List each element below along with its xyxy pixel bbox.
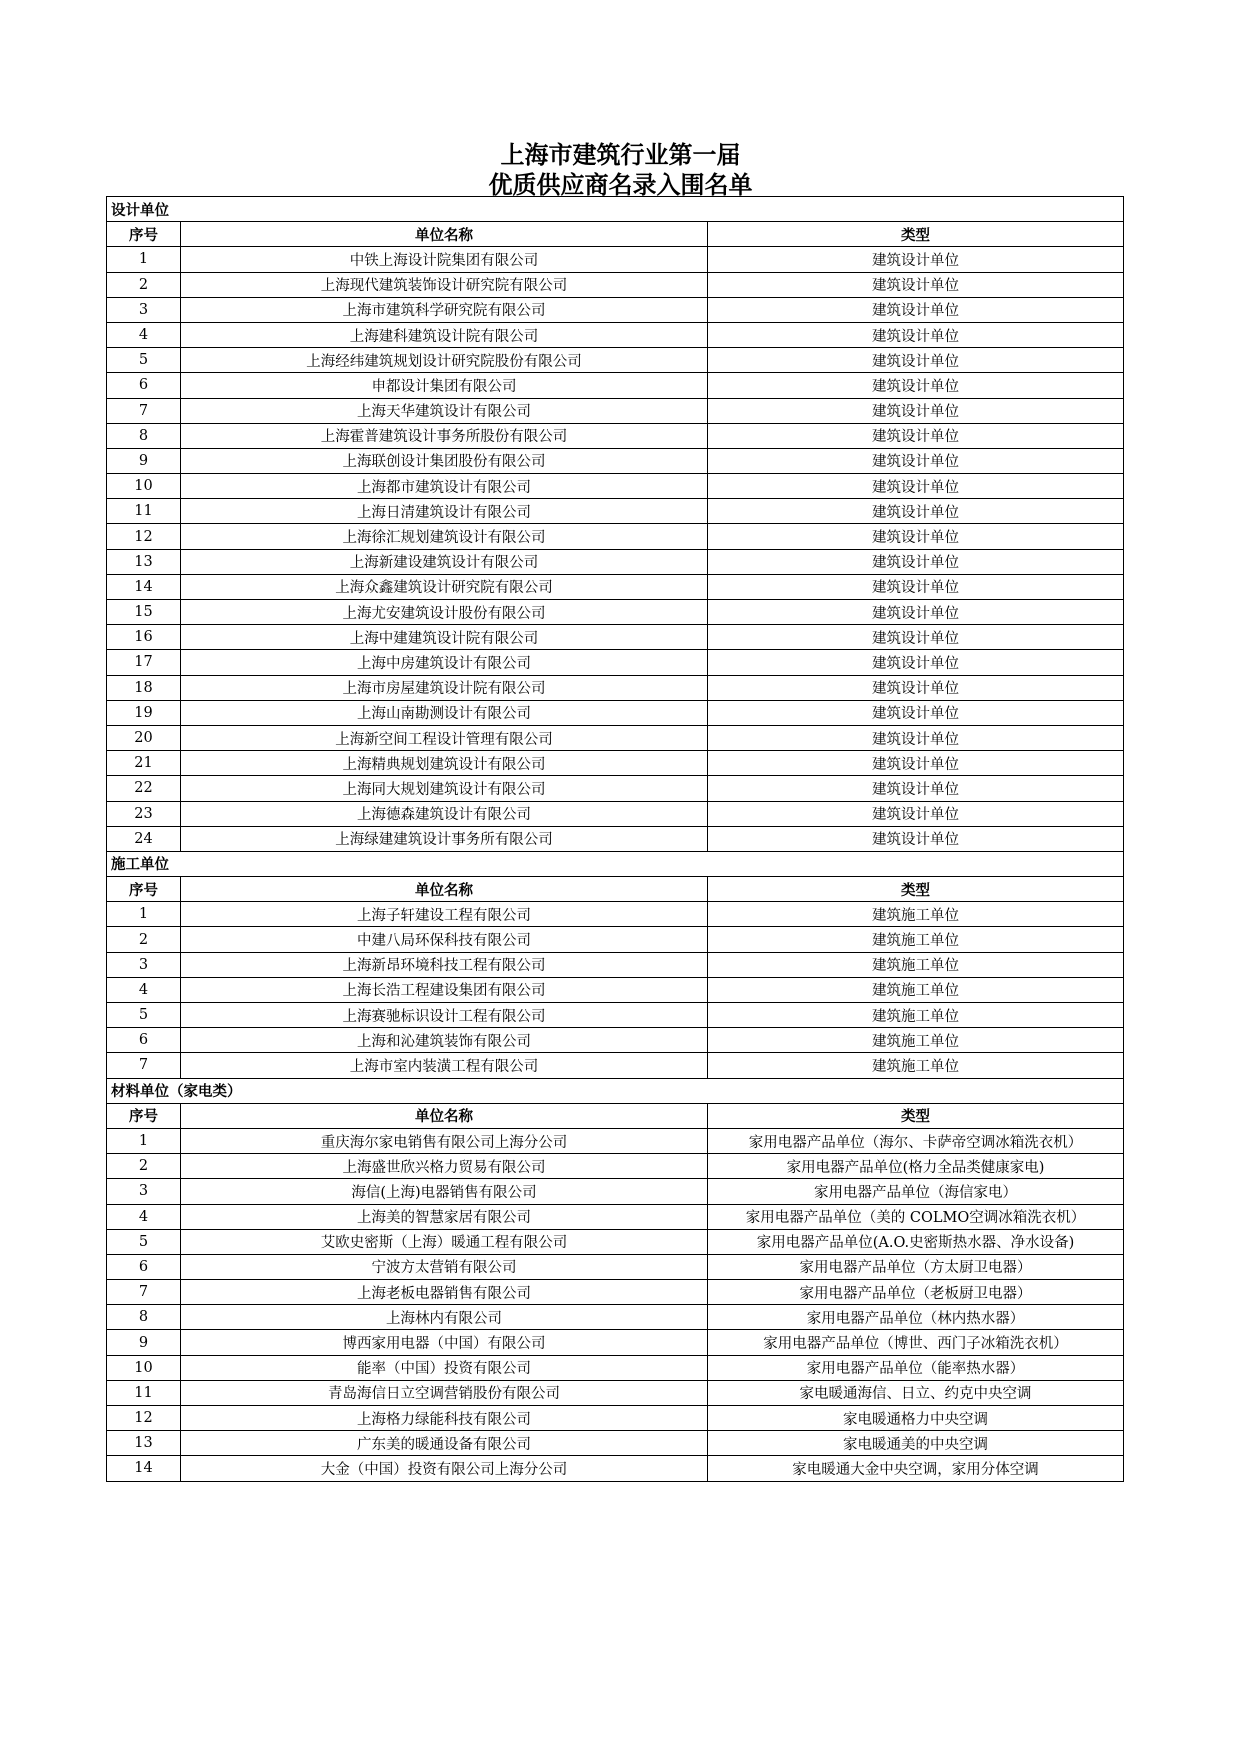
cell-type: 建筑设计单位 [708,675,1124,700]
cell-type: 建筑设计单位 [708,448,1124,473]
cell-no: 7 [107,398,181,423]
cell-type: 建筑设计单位 [708,398,1124,423]
cell-name: 上海绿建建筑设计事务所有限公司 [181,826,708,851]
cell-type: 建筑设计单位 [708,373,1124,398]
table-row [107,1128,1124,1153]
cell-type: 建筑设计单位 [708,826,1124,851]
cell-name: 中建八局环保科技有限公司 [181,927,708,952]
cell-no: 8 [107,1305,181,1330]
cell-type: 家电暖通美的中央空调 [708,1431,1124,1456]
cell-name: 上海市房屋建筑设计院有限公司 [181,675,708,700]
cell-name: 上海德森建筑设计有限公司 [181,801,708,826]
cell-no: 12 [107,1406,181,1431]
cell-type: 建筑设计单位 [708,574,1124,599]
cell-type: 建筑施工单位 [708,1028,1124,1053]
cell-name: 上海日清建筑设计有限公司 [181,499,708,524]
table-row [107,625,1124,650]
table-row [107,1053,1124,1078]
section-header [107,197,1124,222]
cell-type: 家用电器产品单位（方太厨卫电器） [708,1254,1124,1279]
table-row [107,524,1124,549]
column-header-row [107,222,1124,247]
cell-name: 上海霍普建筑设计事务所股份有限公司 [181,423,708,448]
table-row [107,1154,1124,1179]
cell-name: 上海山南勘测设计有限公司 [181,700,708,725]
header-no: 序号 [107,877,181,902]
cell-name: 宁波方太营销有限公司 [181,1254,708,1279]
section-header [107,1078,1124,1103]
table-row [107,247,1124,272]
cell-type: 建筑施工单位 [708,1003,1124,1028]
cell-type: 家用电器产品单位（林内热水器） [708,1305,1124,1330]
cell-type: 建筑设计单位 [708,499,1124,524]
cell-type: 家电暖通格力中央空调 [708,1406,1124,1431]
table-row [107,902,1124,927]
cell-type: 家用电器产品单位（老板厨卫电器） [708,1280,1124,1305]
cell-type: 家用电器产品单位（能率热水器） [708,1355,1124,1380]
table-row [107,776,1124,801]
cell-no: 1 [107,1128,181,1153]
cell-type: 建筑设计单位 [708,801,1124,826]
cell-name: 上海盛世欣兴格力贸易有限公司 [181,1154,708,1179]
cell-type: 建筑施工单位 [708,1053,1124,1078]
cell-no: 11 [107,1380,181,1405]
cell-no: 1 [107,902,181,927]
column-header-row [107,1103,1124,1128]
cell-name: 上海经纬建筑规划设计研究院股份有限公司 [181,348,708,373]
cell-type: 建筑设计单位 [708,751,1124,776]
cell-name: 中铁上海设计院集团有限公司 [181,247,708,272]
cell-type: 建筑设计单位 [708,650,1124,675]
cell-no: 5 [107,348,181,373]
header-type: 类型 [708,1103,1124,1128]
header-no: 序号 [107,1103,181,1128]
table-row [107,1456,1124,1481]
table-row [107,398,1124,423]
cell-name: 上海新空间工程设计管理有限公司 [181,725,708,750]
table-row [107,927,1124,952]
cell-name: 青岛海信日立空调营销股份有限公司 [181,1380,708,1405]
cell-no: 2 [107,272,181,297]
cell-name: 上海和沁建筑装饰有限公司 [181,1028,708,1053]
cell-name: 上海长浩工程建设集团有限公司 [181,977,708,1002]
cell-type: 家电暖通大金中央空调，家用分体空调 [708,1456,1124,1481]
table-row [107,1254,1124,1279]
cell-type: 建筑设计单位 [708,423,1124,448]
cell-no: 14 [107,1456,181,1481]
cell-type: 建筑设计单位 [708,247,1124,272]
cell-no: 6 [107,1254,181,1279]
table-row [107,297,1124,322]
table-row [107,1380,1124,1405]
table-row [107,600,1124,625]
cell-name: 大金（中国）投资有限公司上海分公司 [181,1456,708,1481]
cell-no: 18 [107,675,181,700]
cell-type: 建筑设计单位 [708,625,1124,650]
cell-no: 9 [107,1330,181,1355]
cell-type: 家用电器产品单位（海信家电） [708,1179,1124,1204]
table-row [107,322,1124,347]
cell-type: 建筑设计单位 [708,297,1124,322]
header-no: 序号 [107,222,181,247]
cell-type: 家用电器产品单位（博世、西门子冰箱洗衣机） [708,1330,1124,1355]
cell-no: 4 [107,977,181,1002]
table-row [107,1204,1124,1229]
cell-no: 7 [107,1053,181,1078]
cell-type: 建筑施工单位 [708,977,1124,1002]
section-title: 施工单位 [107,851,1124,876]
cell-type: 建筑设计单位 [708,549,1124,574]
cell-name: 申都设计集团有限公司 [181,373,708,398]
cell-name: 上海中建建筑设计院有限公司 [181,625,708,650]
cell-no: 13 [107,1431,181,1456]
cell-name: 上海徐汇规划建筑设计有限公司 [181,524,708,549]
table-row [107,977,1124,1002]
cell-no: 1 [107,247,181,272]
cell-no: 12 [107,524,181,549]
cell-no: 10 [107,1355,181,1380]
cell-type: 建筑设计单位 [708,474,1124,499]
cell-type: 建筑设计单位 [708,272,1124,297]
header-name: 单位名称 [181,222,708,247]
cell-name: 上海赛驰标识设计工程有限公司 [181,1003,708,1028]
cell-name: 上海美的智慧家居有限公司 [181,1204,708,1229]
section-title: 材料单位（家电类） [107,1078,1124,1103]
cell-name: 上海林内有限公司 [181,1305,708,1330]
cell-name: 艾欧史密斯（上海）暖通工程有限公司 [181,1229,708,1254]
cell-type: 建筑设计单位 [708,600,1124,625]
cell-name: 上海新昂环境科技工程有限公司 [181,952,708,977]
cell-name: 上海都市建筑设计有限公司 [181,474,708,499]
cell-name: 上海尤安建筑设计股份有限公司 [181,600,708,625]
table-row [107,373,1124,398]
cell-no: 9 [107,448,181,473]
table-row [107,549,1124,574]
cell-type: 建筑设计单位 [708,725,1124,750]
header-name: 单位名称 [181,1103,708,1128]
table-row [107,1406,1124,1431]
cell-no: 11 [107,499,181,524]
cell-no: 15 [107,600,181,625]
cell-type: 建筑设计单位 [708,322,1124,347]
cell-no: 21 [107,751,181,776]
document-title [0,140,1241,200]
cell-no: 4 [107,1204,181,1229]
cell-no: 24 [107,826,181,851]
cell-name: 上海老板电器销售有限公司 [181,1280,708,1305]
cell-no: 19 [107,700,181,725]
cell-no: 2 [107,1154,181,1179]
cell-no: 3 [107,297,181,322]
cell-no: 5 [107,1003,181,1028]
cell-name: 广东美的暖通设备有限公司 [181,1431,708,1456]
cell-name: 上海建科建筑设计院有限公司 [181,322,708,347]
cell-name: 上海市室内装潢工程有限公司 [181,1053,708,1078]
cell-no: 2 [107,927,181,952]
section-header [107,851,1124,876]
cell-name: 上海中房建筑设计有限公司 [181,650,708,675]
table-row [107,1179,1124,1204]
cell-name: 上海众鑫建筑设计研究院有限公司 [181,574,708,599]
cell-no: 22 [107,776,181,801]
header-type: 类型 [708,222,1124,247]
cell-type: 建筑施工单位 [708,927,1124,952]
table-row [107,826,1124,851]
cell-type: 家用电器产品单位（美的 COLMO空调冰箱洗衣机） [708,1204,1124,1229]
cell-type: 建筑设计单位 [708,776,1124,801]
cell-type: 家电暖通海信、日立、约克中央空调 [708,1380,1124,1405]
header-type: 类型 [708,877,1124,902]
cell-type: 建筑设计单位 [708,700,1124,725]
cell-name: 上海同大规划建筑设计有限公司 [181,776,708,801]
section-title: 设计单位 [107,197,1124,222]
cell-name: 海信(上海)电器销售有限公司 [181,1179,708,1204]
cell-no: 17 [107,650,181,675]
table-row [107,1003,1124,1028]
cell-no: 16 [107,625,181,650]
table-row [107,801,1124,826]
column-header-row [107,877,1124,902]
cell-name: 上海精典规划建筑设计有限公司 [181,751,708,776]
table-row [107,1028,1124,1053]
header-name: 单位名称 [181,877,708,902]
supplier-table [106,196,1124,1482]
cell-type: 建筑施工单位 [708,902,1124,927]
table-row [107,1305,1124,1330]
cell-name: 上海现代建筑装饰设计研究院有限公司 [181,272,708,297]
title-line-2: 优质供应商名录入围名单 [488,171,753,199]
cell-name: 上海子轩建设工程有限公司 [181,902,708,927]
table-row [107,423,1124,448]
cell-no: 5 [107,1229,181,1254]
cell-type: 建筑施工单位 [708,952,1124,977]
title-line-1: 上海市建筑行业第一届 [500,141,741,169]
table-row [107,1280,1124,1305]
table-row [107,499,1124,524]
cell-name: 能率（中国）投资有限公司 [181,1355,708,1380]
cell-type: 家用电器产品单位(A.O.史密斯热水器、净水设备) [708,1229,1124,1254]
table-row [107,1431,1124,1456]
cell-name: 上海联创设计集团股份有限公司 [181,448,708,473]
cell-no: 14 [107,574,181,599]
cell-type: 建筑设计单位 [708,524,1124,549]
cell-name: 上海天华建筑设计有限公司 [181,398,708,423]
cell-type: 家用电器产品单位(格力全品类健康家电) [708,1154,1124,1179]
table-row [107,474,1124,499]
cell-type: 建筑设计单位 [708,348,1124,373]
table-row [107,700,1124,725]
cell-no: 10 [107,474,181,499]
cell-name: 博西家用电器（中国）有限公司 [181,1330,708,1355]
table-row [107,751,1124,776]
table-row [107,1229,1124,1254]
cell-no: 4 [107,322,181,347]
cell-no: 7 [107,1280,181,1305]
table-row [107,574,1124,599]
cell-name: 上海格力绿能科技有限公司 [181,1406,708,1431]
table-row [107,448,1124,473]
table-row [107,675,1124,700]
cell-no: 8 [107,423,181,448]
table-row [107,725,1124,750]
cell-no: 3 [107,1179,181,1204]
table-row [107,272,1124,297]
table-row [107,650,1124,675]
cell-no: 3 [107,952,181,977]
cell-no: 6 [107,373,181,398]
cell-name: 重庆海尔家电销售有限公司上海分公司 [181,1128,708,1153]
cell-type: 家用电器产品单位（海尔、卡萨帝空调冰箱洗衣机） [708,1128,1124,1153]
table-row [107,952,1124,977]
cell-no: 23 [107,801,181,826]
cell-no: 20 [107,725,181,750]
cell-no: 13 [107,549,181,574]
table-row [107,1330,1124,1355]
cell-name: 上海市建筑科学研究院有限公司 [181,297,708,322]
cell-name: 上海新建设建筑设计有限公司 [181,549,708,574]
cell-no: 6 [107,1028,181,1053]
table-row [107,1355,1124,1380]
table-row [107,348,1124,373]
